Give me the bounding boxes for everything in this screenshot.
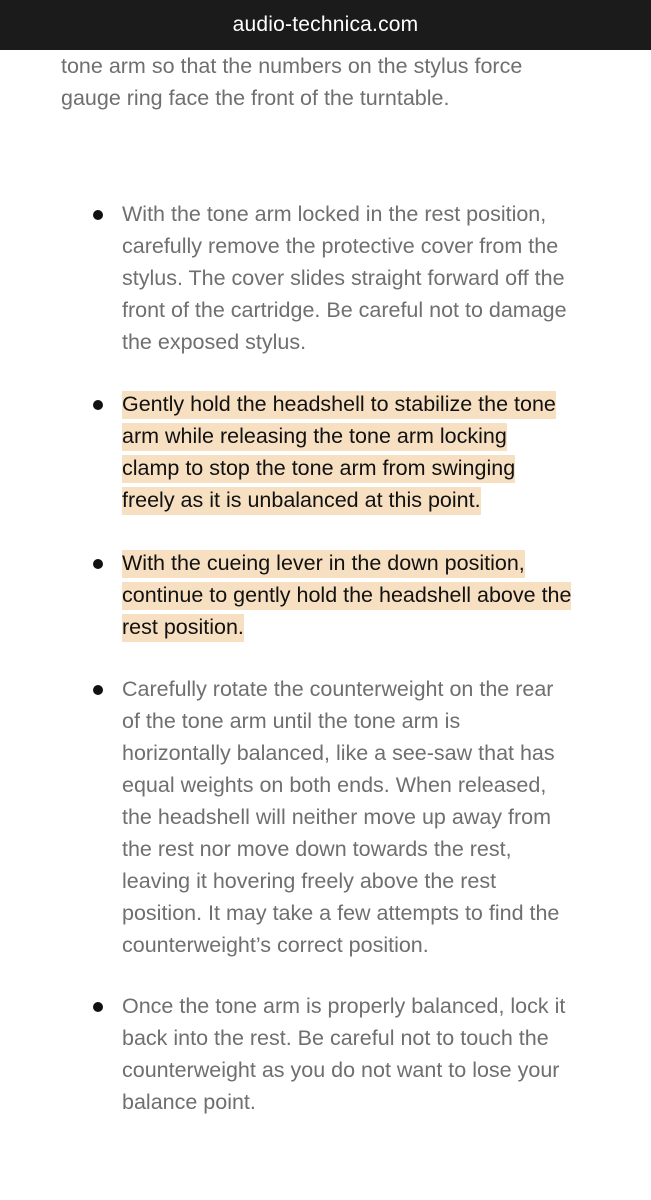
- url-text[interactable]: audio-technica.com: [232, 13, 419, 36]
- text-line: balance point.: [122, 1090, 256, 1114]
- text-line: equal weights on both ends. When released,: [122, 773, 547, 797]
- text-line: clamp to stop the tone arm from swinging: [122, 452, 612, 484]
- list-item-text: [122, 547, 612, 643]
- text-line: carefully remove the protective cover from the: [122, 234, 559, 258]
- text-line: Carefully rotate the counterweight on the rear: [122, 677, 554, 701]
- text-line: the exposed stylus.: [122, 330, 307, 354]
- article-content: [0, 50, 651, 1200]
- text-line: continue to gently hold the headshell above the: [122, 579, 612, 611]
- list-item-text: [122, 990, 612, 1118]
- bullet-icon: [93, 400, 103, 410]
- text-line: stylus. The cover slides straight forward off the: [122, 266, 565, 290]
- intro-line: tone arm so that the numbers on the stylus force: [61, 54, 523, 78]
- list-item-text: [122, 198, 612, 358]
- text-line: the rest nor move down towards the rest,: [122, 837, 512, 861]
- list-item-text: [122, 388, 612, 516]
- text-line: counterweight’s correct position.: [122, 933, 429, 957]
- bullet-icon: [93, 685, 103, 695]
- text-line: freely as it is unbalanced at this point.: [122, 484, 612, 516]
- text-line: With the cueing lever in the down position,: [122, 547, 612, 579]
- text-line: arm while releasing the tone arm locking: [122, 420, 612, 452]
- list-item-text: [122, 673, 612, 961]
- text-line: position. It may take a few attempts to find the: [122, 901, 560, 925]
- text-line: the headshell will neither move up away from: [122, 805, 552, 829]
- bullet-icon: [93, 210, 103, 220]
- text-line: rest position.: [122, 611, 612, 643]
- text-line: leaving it hovering freely above the rest: [122, 869, 497, 893]
- bullet-icon: [93, 1002, 103, 1012]
- text-line: front of the cartridge. Be careful not to damage: [122, 298, 567, 322]
- text-line: of the tone arm until the tone arm is: [122, 709, 461, 733]
- intro-line: gauge ring face the front of the turntable.: [61, 86, 450, 110]
- text-line: back into the rest. Be careful not to touch the: [122, 1026, 549, 1050]
- bullet-icon: [93, 559, 103, 569]
- text-line: counterweight as you do not want to lose your: [122, 1058, 560, 1082]
- text-line: With the tone arm locked in the rest position,: [122, 202, 547, 226]
- text-line: Gently hold the headshell to stabilize the tone: [122, 388, 612, 420]
- browser-url-bar[interactable]: [0, 0, 651, 50]
- text-line: Once the tone arm is properly balanced, lock it: [122, 994, 566, 1018]
- text-line: horizontally balanced, like a see-saw that has: [122, 741, 555, 765]
